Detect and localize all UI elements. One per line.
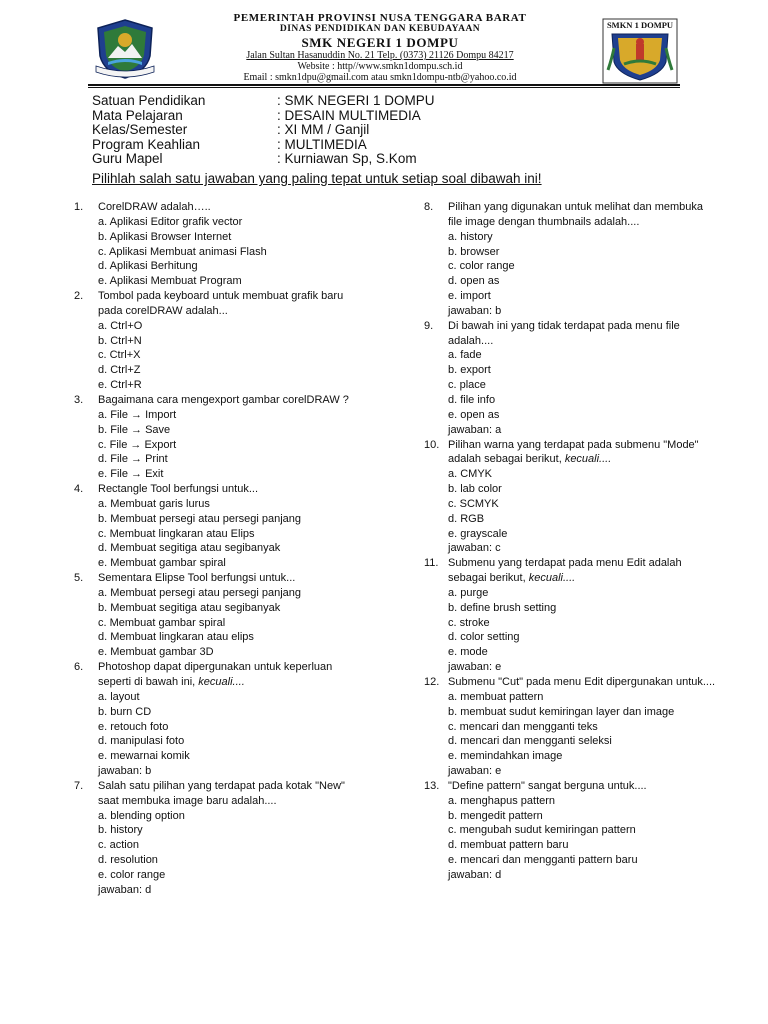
answer-option: d. RGB <box>448 512 485 525</box>
instruction-text: Pilihlah salah satu jawaban yang paling tepat untuk setiap soal dibawah ini! <box>92 171 542 186</box>
question-text <box>74 779 404 794</box>
question-number: 8. <box>424 201 434 213</box>
question-text <box>424 452 744 467</box>
question-item <box>424 675 744 779</box>
question-text <box>74 482 404 497</box>
answer-option: e. Ctrl+R <box>98 379 142 392</box>
answer-option: a. fade <box>448 349 482 362</box>
question-text <box>424 779 744 794</box>
question-text-content: Photoshop dapat dipergunakan untuk keperluan <box>98 661 333 674</box>
answer-option: e. File → Exit <box>98 468 164 481</box>
info-value: : DESAIN MULTIMEDIA <box>277 107 421 123</box>
question-text-content: Rectangle Tool berfungsi untuk... <box>98 483 259 496</box>
question-text <box>424 319 744 334</box>
question-item <box>424 779 744 883</box>
answer-option: e. mode <box>448 646 488 659</box>
question-number: 4. <box>74 483 84 496</box>
answer-option: a. Ctrl+O <box>98 319 143 332</box>
question-item <box>74 779 404 898</box>
answer-option: d. Ctrl+Z <box>98 364 141 377</box>
answer-option: a. purge <box>448 586 489 599</box>
question-item <box>424 438 744 557</box>
answer-key: jawaban: e <box>448 765 502 778</box>
question-item <box>424 319 744 438</box>
ntb-province-emblem-icon <box>94 18 156 80</box>
answer-option: a. menghapus pattern <box>448 794 556 807</box>
answer-option: c. Ctrl+X <box>98 349 141 362</box>
question-item <box>74 393 404 482</box>
question-text <box>424 200 744 215</box>
question-item <box>74 571 404 660</box>
question-text-content: Submenu yang terdapat pada menu Edit adalah <box>448 557 682 570</box>
question-number: 6. <box>74 661 84 674</box>
answer-option: e. import <box>448 290 491 303</box>
answer-key: jawaban: b <box>98 765 152 778</box>
info-value: : SMK NEGERI 1 DOMPU <box>277 93 435 108</box>
question-item <box>74 200 404 289</box>
answer-option: c. stroke <box>448 616 490 629</box>
department-name: DINAS PENDIDIKAN DAN KEBUDAYAAN <box>279 24 481 34</box>
question-text <box>74 571 404 586</box>
answer-key: jawaban: e <box>448 661 502 674</box>
answer-option: b. lab color <box>448 483 502 496</box>
question-text-content: Bagaimana cara mengexport gambar corelDRAW ? <box>98 393 349 406</box>
answer-option: d. Aplikasi Berhitung <box>98 260 198 273</box>
question-number: 11. <box>424 557 439 570</box>
answer-option: c. SCMYK <box>448 497 499 510</box>
answer-option: a. Membuat persegi atau persegi panjang <box>98 586 302 599</box>
question-text <box>424 675 744 690</box>
question-text <box>74 794 404 809</box>
answer-option: c. Aplikasi Membuat animasi Flash <box>98 245 267 258</box>
answer-option: b. Membuat segitiga atau segibanyak <box>98 601 281 614</box>
question-text <box>424 438 744 453</box>
answer-option: e. grayscale <box>448 527 508 540</box>
answer-key: jawaban: a <box>448 423 502 436</box>
question-text-content: "Define pattern" sangat berguna untuk.... <box>448 779 647 792</box>
info-value: : XI MM / Ganjil <box>277 122 370 137</box>
question-text <box>74 304 404 319</box>
info-row <box>92 138 435 153</box>
answer-option: c. Membuat gambar spiral <box>98 616 226 629</box>
letterhead-rule-thin <box>88 87 680 88</box>
answer-option: a. File → Import <box>98 408 177 421</box>
answer-key: jawaban: c <box>448 542 501 555</box>
question-number: 9. <box>424 319 434 332</box>
letterhead <box>88 10 684 84</box>
answer-option: e. color range <box>98 868 166 881</box>
info-row <box>92 123 435 138</box>
answer-option: b. membuat sudut kemiringan layer dan image <box>448 705 675 718</box>
answer-option: d. mencari dan mengganti seleksi <box>448 735 612 748</box>
info-label: Mata Pelajaran <box>92 107 183 123</box>
question-text <box>74 200 404 215</box>
answer-option: e. Membuat gambar spiral <box>98 557 226 570</box>
answer-option: a. CMYK <box>448 468 493 481</box>
question-text <box>424 571 744 586</box>
answer-option: b. Membuat persegi atau persegi panjang <box>98 512 302 525</box>
answer-option: a. layout <box>98 690 140 703</box>
question-text-content: seperti di bawah ini, <box>98 676 199 688</box>
school-email: Email : smkn1dpu@gmail.com atau smkn1dompu-ntb@yahoo.co.id <box>243 72 517 83</box>
school-emblem-label: SMKN 1 DOMPU <box>606 20 674 30</box>
info-row <box>92 94 435 109</box>
question-number: 1. <box>74 201 84 213</box>
answer-option: c. place <box>448 379 486 392</box>
answer-option: c. color range <box>448 260 515 273</box>
answer-option: c. File → Export <box>98 438 177 451</box>
answer-option: a. membuat pattern <box>448 690 544 703</box>
letterhead-rule-thick <box>88 84 680 86</box>
school-website: Website : http//www.smkn1dompu.sch.id <box>297 61 463 72</box>
question-item <box>74 289 404 393</box>
answer-option: d. open as <box>448 275 500 288</box>
question-item <box>74 482 404 571</box>
answer-option: e. Membuat gambar 3D <box>98 646 214 659</box>
question-number: 10. <box>424 438 440 451</box>
answer-option: d. membuat pattern baru <box>448 839 569 852</box>
answer-option: b. Ctrl+N <box>98 334 142 347</box>
question-text <box>74 660 404 675</box>
answer-option: e. mencari dan mengganti pattern baru <box>448 854 638 867</box>
info-label: Guru Mapel <box>92 151 163 166</box>
question-text <box>74 393 404 408</box>
answer-key: jawaban: b <box>448 304 502 317</box>
question-text-content: Di bawah ini yang tidak terdapat pada menu file <box>448 319 680 332</box>
question-text-content: adalah.... <box>448 334 494 347</box>
question-item <box>74 660 404 779</box>
question-item <box>424 556 744 675</box>
question-text-content: Submenu "Cut" pada menu Edit dipergunakan untuk.... <box>448 676 716 688</box>
questions-left-column <box>74 200 404 898</box>
answer-option: d. File → Print <box>98 453 168 466</box>
answer-option: b. mengedit pattern <box>448 809 543 822</box>
answer-option: a. Membuat garis lurus <box>98 497 210 510</box>
school-address: Jalan Sultan Hasanuddin No. 21 Telp. (0373) 21126 Dompu 84217 <box>246 50 514 61</box>
info-value: : Kurniawan Sp, S.Kom <box>277 151 417 166</box>
info-label: Program Keahlian <box>92 136 201 152</box>
question-text-content: Tombol pada keyboard untuk membuat grafik baru <box>98 290 344 303</box>
answer-option: e. memindahkan image <box>448 750 563 763</box>
question-number: 5. <box>74 572 84 585</box>
question-text-content: sebagai berikut, <box>448 572 529 585</box>
answer-option: e. mewarnai komik <box>98 750 190 763</box>
question-number: 2. <box>74 290 84 303</box>
question-number: 7. <box>74 779 84 792</box>
info-row <box>92 152 435 167</box>
info-label: Satuan Pendidikan <box>92 93 206 108</box>
answer-key: jawaban: d <box>98 883 152 896</box>
question-item <box>424 200 744 319</box>
question-text-content: CorelDRAW adalah….. <box>98 201 211 213</box>
answer-option: c. mengubah sudut kemiringan pattern <box>448 824 636 837</box>
answer-option: d. manipulasi foto <box>98 735 185 748</box>
question-exception-word: kecuali.... <box>528 572 576 585</box>
question-text <box>424 334 744 349</box>
answer-option: e. Aplikasi Membuat Program <box>98 275 242 288</box>
answer-option: c. mencari dan mengganti teks <box>448 720 598 733</box>
exam-info <box>92 94 435 167</box>
school-name: SMK NEGERI 1 DOMPU <box>301 35 459 50</box>
answer-option: b. File → Save <box>98 423 171 436</box>
question-text <box>74 289 404 304</box>
question-exception-word: kecuali.... <box>198 676 245 688</box>
province-name: PEMERINTAH PROVINSI NUSA TENGGARA BARAT <box>233 12 527 24</box>
answer-option: b. Aplikasi Browser Internet <box>98 230 232 243</box>
answer-option: d. Membuat segitiga atau segibanyak <box>98 542 281 555</box>
question-number: 13. <box>424 779 440 792</box>
question-text-content: file image dengan thumbnails adalah.... <box>448 215 640 228</box>
answer-option: a. history <box>448 230 493 243</box>
question-text <box>74 675 404 690</box>
question-exception-word: kecuali.... <box>564 453 612 466</box>
question-text <box>424 215 744 230</box>
answer-option: c. Membuat lingkaran atau Elips <box>98 527 255 540</box>
answer-option: e. retouch foto <box>98 720 169 733</box>
answer-option: d. file info <box>448 393 496 406</box>
answer-option: a. blending option <box>98 809 185 822</box>
answer-option: a. Aplikasi Editor grafik vector <box>98 215 243 228</box>
questions-right-column <box>424 200 744 883</box>
answer-option: b. burn CD <box>98 705 152 718</box>
question-text-content: Pilihan yang digunakan untuk melihat dan membuka <box>448 201 703 213</box>
answer-option: e. open as <box>448 408 500 421</box>
answer-option: d. resolution <box>98 854 158 867</box>
question-text-content: Pilihan warna yang terdapat pada submenu "Mode" <box>448 438 699 451</box>
info-row <box>92 109 435 124</box>
question-number: 12. <box>424 676 440 688</box>
question-text-content: Salah satu pilihan yang terdapat pada kotak "New" <box>98 779 345 792</box>
answer-option: b. history <box>98 824 143 837</box>
question-number: 3. <box>74 393 84 406</box>
answer-option: b. export <box>448 364 491 377</box>
question-text-content: adalah sebagai berikut, <box>448 453 565 466</box>
letterhead-text <box>160 12 600 83</box>
question-text-content: pada corelDRAW adalah... <box>98 304 228 317</box>
answer-option: c. action <box>98 839 139 852</box>
question-text-content: saat membuka image baru adalah.... <box>98 794 277 807</box>
question-text-content: Sementara Elipse Tool berfungsi untuk... <box>98 572 296 585</box>
question-text <box>424 556 744 571</box>
answer-key: jawaban: d <box>448 868 502 881</box>
answer-option: b. define brush setting <box>448 601 557 614</box>
info-value: : MULTIMEDIA <box>277 136 367 152</box>
answer-option: b. browser <box>448 245 500 258</box>
answer-option: d. Membuat lingkaran atau elips <box>98 631 254 644</box>
info-label: Kelas/Semester <box>92 122 188 137</box>
answer-option: d. color setting <box>448 631 520 644</box>
